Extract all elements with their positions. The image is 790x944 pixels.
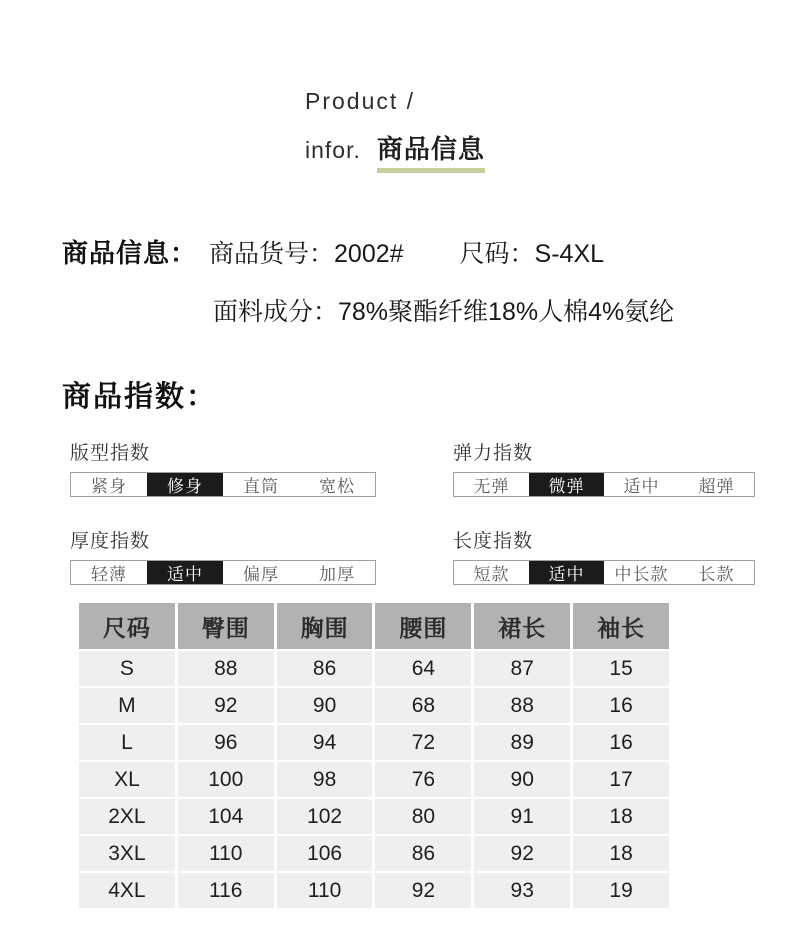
size-table-cell: 88 <box>178 651 274 686</box>
index-option: 长款 <box>698 565 735 584</box>
size-table-cell: 90 <box>277 688 373 723</box>
index-group-label: 弹力指数 <box>453 443 534 464</box>
size-table-row <box>79 799 669 834</box>
size-table-cell: 19 <box>573 873 669 908</box>
size-table-header-row <box>79 603 669 649</box>
index-group-label: 版型指数 <box>70 443 151 464</box>
size-table-cell: 87 <box>474 651 570 686</box>
index-option: 加厚 <box>319 565 355 584</box>
size-table-cell: 90 <box>474 762 570 797</box>
index-option-bar <box>453 472 755 497</box>
size-table-cell: 18 <box>573 799 669 834</box>
index-option-selected: 修身 <box>147 473 223 496</box>
size-table-cell: 89 <box>474 725 570 760</box>
size-table-cell: 88 <box>474 688 570 723</box>
size-table-cell: 16 <box>573 688 669 723</box>
size-table-cell: S <box>79 651 175 686</box>
size-table-cell: 68 <box>375 688 471 723</box>
index-option-bar <box>453 560 755 585</box>
index-option: 无弹 <box>473 477 510 496</box>
size-range: 尺码：S-4XL <box>459 240 605 268</box>
size-table-cell: 17 <box>573 762 669 797</box>
size-table-header-cell: 胸围 <box>277 603 373 649</box>
size-table-cell: 104 <box>178 799 274 834</box>
size-table-cell: 92 <box>474 836 570 871</box>
index-group <box>453 438 755 497</box>
size-table-header-cell: 袖长 <box>573 603 669 649</box>
size-table-cell: 110 <box>178 836 274 871</box>
size-table-cell: 16 <box>573 725 669 760</box>
index-option: 短款 <box>473 565 510 584</box>
index-section-title: 商品指数： <box>62 381 218 413</box>
page-header <box>305 88 485 173</box>
size-table-cell: L <box>79 725 175 760</box>
size-table-header-cell: 裙长 <box>474 603 570 649</box>
size-table-row <box>79 873 669 908</box>
size-table-cell: 100 <box>178 762 274 797</box>
size-table-cell: 92 <box>178 688 274 723</box>
size-table-cell: 110 <box>277 873 373 908</box>
size-table-row <box>79 688 669 723</box>
size-table-cell: 98 <box>277 762 373 797</box>
size-table-cell: 2XL <box>79 799 175 834</box>
size-table-header-cell: 腰围 <box>375 603 471 649</box>
index-option: 超弹 <box>698 477 735 496</box>
size-table-cell: 106 <box>277 836 373 871</box>
size-table-cell: 93 <box>474 873 570 908</box>
size-table-cell: 92 <box>375 873 471 908</box>
size-table-cell: XL <box>79 762 175 797</box>
index-group-label: 厚度指数 <box>70 531 151 552</box>
size-table-cell: 96 <box>178 725 274 760</box>
size-table-cell: 80 <box>375 799 471 834</box>
index-group <box>453 526 755 585</box>
index-groups <box>70 438 755 585</box>
size-table-row <box>79 651 669 686</box>
index-group <box>70 526 376 585</box>
header-english-line1: Product / <box>305 88 416 114</box>
index-group-label: 长度指数 <box>453 531 534 552</box>
index-option: 适中 <box>623 477 660 496</box>
size-table-cell: 102 <box>277 799 373 834</box>
index-option: 中长款 <box>614 565 669 584</box>
size-table-cell: 116 <box>178 873 274 908</box>
index-option-selected: 微弹 <box>529 473 604 496</box>
size-table-cell: 15 <box>573 651 669 686</box>
index-option: 轻薄 <box>91 565 127 584</box>
size-table-row <box>79 725 669 760</box>
header-line2 <box>305 129 485 173</box>
index-option-selected: 适中 <box>529 561 604 584</box>
index-option: 宽松 <box>319 477 355 496</box>
size-table-cell: 3XL <box>79 836 175 871</box>
size-table-cell: M <box>79 688 175 723</box>
size-table-row <box>79 762 669 797</box>
header-english-line2: infor. <box>305 137 361 163</box>
size-table-cell: 86 <box>277 651 373 686</box>
index-group <box>70 438 376 497</box>
index-option: 偏厚 <box>243 565 279 584</box>
size-table <box>76 601 672 910</box>
index-option-bar <box>70 472 376 497</box>
size-table-cell: 76 <box>375 762 471 797</box>
size-table-cell: 64 <box>375 651 471 686</box>
index-option: 紧身 <box>91 477 127 496</box>
size-table-cell: 94 <box>277 725 373 760</box>
item-number: 商品货号：2002# <box>209 240 404 268</box>
index-option: 直筒 <box>243 477 279 496</box>
size-table-cell: 18 <box>573 836 669 871</box>
size-table-cell: 72 <box>375 725 471 760</box>
info-section-label: 商品信息： <box>62 238 198 268</box>
size-table-row <box>79 836 669 871</box>
size-table-cell: 86 <box>375 836 471 871</box>
size-table-header-cell: 尺码 <box>79 603 175 649</box>
fabric-composition: 面料成分：78%聚酯纤维18%人棉4%氨纶 <box>213 298 675 326</box>
size-table-cell: 91 <box>474 799 570 834</box>
size-table-header-cell: 臀围 <box>178 603 274 649</box>
size-table-cell: 4XL <box>79 873 175 908</box>
page-title: 商品信息 <box>377 129 485 173</box>
index-option-selected: 适中 <box>147 561 223 584</box>
index-option-bar <box>70 560 376 585</box>
product-info-row <box>62 233 604 270</box>
